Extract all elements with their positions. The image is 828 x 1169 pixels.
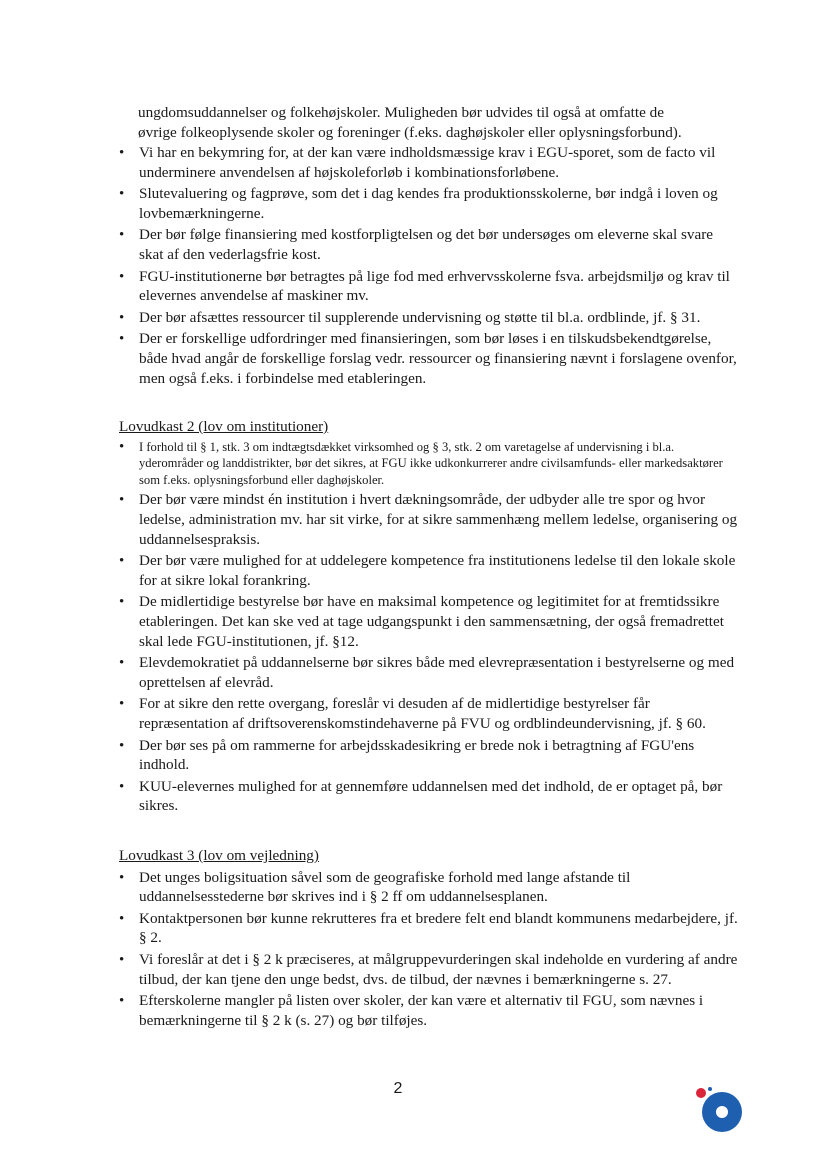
bullet-icon	[119, 143, 137, 164]
section-heading: Lovudkast 2 (lov om institutioner)	[119, 418, 329, 435]
list-item: • Der bør være mindst én institution i hvert dækningsområde, der udbyder alle tre spor og hvor ledelse, administration mv. har sit virke, for at sikre sammenhæng mellem ledelse, organisering og uddannelsespraksis.	[119, 490, 741, 549]
bullet-icon	[119, 694, 137, 715]
section-1-list	[119, 143, 741, 388]
list-item: • De midlertidige bestyrelse bør have en maksimal kompetence og legitimitet for at fremtidssikre etableringen. Det kan ske ved at tage udgangspunkt i den sammensætning, der også fremadrettet skal lede FGU-institutionen, jf. §12.	[119, 592, 741, 651]
list-item: • I forhold til § 1, stk. 3 om indtægtsdækket virksomhed og § 3, stk. 2 om varetagelse af undervisning i bl.a. yderområder og landdistrikter, bør det sikres, at FGU ikke udkonkurrerer andre civilsamfunds- eller markedsaktører som f.eks. oplysningsforbund eller daghøjskoler.	[119, 439, 741, 489]
bullet-icon	[119, 308, 137, 329]
section-1	[119, 143, 741, 390]
bullet-icon	[119, 329, 137, 350]
bullet-icon	[119, 777, 137, 798]
intro-paragraph	[138, 103, 738, 142]
bullet-icon	[119, 225, 137, 246]
list-item: • Vi har en bekymring for, at der kan være indholdsmæssige krav i EGU-sporet, som de facto vil underminere anvendelsen af højskoleforløb i kombinationsforløbene.	[119, 143, 741, 182]
list-item: • Kontaktpersonen bør kunne rekrutteres fra et bredere felt end blandt kommunens medarbejdere, jf. § 2.	[119, 909, 741, 948]
list-item: • Der bør følge finansiering med kostforpligtelsen og det bør undersøges om eleverne skal svare skat af den vederlagsfrie kost.	[119, 225, 741, 264]
circle-logo-icon	[690, 1084, 744, 1138]
section-3-list	[119, 868, 741, 1031]
bullet-icon	[119, 184, 137, 205]
list-item: • Der bør være mulighed for at uddelegere kompetence fra institutionens ledelse til den lokale skole for at sikre lokal forankring.	[119, 551, 741, 590]
intro-line: øvrige folkeoplysende skoler og foreninger (f.eks. daghøjskoler eller oplysningsforbund).	[138, 123, 682, 141]
bullet-icon	[119, 267, 137, 288]
bullet-icon	[119, 439, 137, 456]
bullet-icon	[119, 868, 137, 889]
bullet-icon	[119, 653, 137, 674]
section-2-list	[119, 439, 741, 816]
list-item: • FGU-institutionerne bør betragtes på lige fod med erhvervsskolerne fsva. arbejdsmiljø og krav til elevernes anvendelse af maskiner mv.	[119, 267, 741, 306]
bullet-icon	[119, 551, 137, 572]
list-item: • KUU-elevernes mulighed for at gennemføre uddannelsen med det indhold, de er optaget på, bør sikres.	[119, 777, 741, 816]
section-2	[119, 417, 741, 818]
list-item: • Slutevaluering og fagprøve, som det i dag kendes fra produktionsskolerne, bør indgå i loven og lovbemærkningerne.	[119, 184, 741, 223]
list-item: • Det unges boligsituation såvel som de geografiske forhold med lange afstande til uddannelsesstederne bør skrives ind i § 2 ff om uddannelsesplanen.	[119, 868, 741, 907]
bullet-icon	[119, 950, 137, 971]
page-number: 2	[393, 1080, 403, 1097]
section-3	[119, 846, 741, 1032]
list-item: • Der er forskellige udfordringer med finansieringen, som bør løses i en tilskudsbekendtgørelse, både hvad angår de forskellige forslag vedr. ressourcer og finansiering nævnt i forslagene ovenfor, men også f.eks. i forbindelse med etableringen.	[119, 329, 741, 388]
bullet-icon	[119, 991, 137, 1012]
bullet-icon	[119, 592, 137, 613]
intro-line: ungdomsuddannelser og folkehøjskoler. Muligheden bør udvides til også at omfatte de	[138, 104, 664, 121]
bullet-icon	[119, 736, 137, 757]
list-item: • Elevdemokratiet på uddannelserne bør sikres både med elevrepræsentation i bestyrelserne og med oprettelsen af elevråd.	[119, 653, 741, 692]
section-heading: Lovudkast 3 (lov om vejledning)	[119, 847, 319, 864]
list-item: • For at sikre den rette overgang, foreslår vi desuden af de midlertidige bestyrelser får repræsentation af driftsoverenskomstindehaverne på FVU og ordblindeundervisning, jf. § 60.	[119, 694, 741, 733]
list-item: • Vi foreslår at det i § 2 k præciseres, at målgruppevurderingen skal indeholde en vurdering af andre tilbud, der kan tjene den unge bedst, dvs. de tilbud, der nævnes i bemærkningerne s. 27.	[119, 950, 741, 989]
bullet-icon	[119, 490, 137, 511]
list-item: • Efterskolerne mangler på listen over skoler, der kan være et alternativ til FGU, som nævnes i bemærkningerne til § 2 k (s. 27) og bør tilføjes.	[119, 991, 741, 1030]
list-item: • Der bør ses på om rammerne for arbejdsskadesikring er brede nok i betragtning af FGU'ens indhold.	[119, 736, 741, 775]
bullet-icon	[119, 909, 137, 930]
list-item: • Der bør afsættes ressourcer til supplerende undervisning og støtte til bl.a. ordblinde, jf. § 31.	[119, 308, 741, 328]
